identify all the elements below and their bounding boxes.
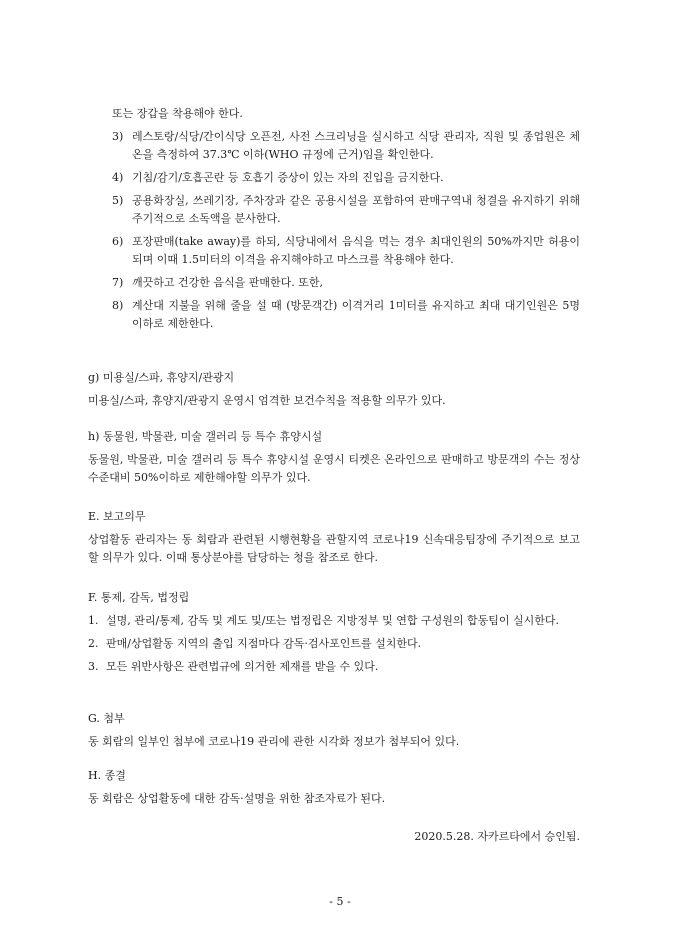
list-item: 4) 기침/감기/호흡곤란 등 호흡기 증상이 있는 자의 진입을 금지한다. [112,171,444,184]
list-item: 1. 설명, 관리/통제, 감독 및 계도 및/또는 법정립은 지방정부 및 연합 구성원의 합동팀이 실시한다. [88,614,560,627]
section-heading: G. 첨부 [88,712,125,725]
section-g [88,369,580,410]
control-list [88,612,580,676]
section-body: 동물원, 박물관, 미술 갤러리 등 특수 휴양시설 운영시 티켓은 온라인으로 판매하고 방문객의 수는 정상수준대비 50%이하로 제한해야할 의무가 있다. [88,453,580,484]
section-h [88,428,580,487]
approval-signature: 2020.5.28. 자카르타에서 승인됨. [414,830,580,843]
list-item: 8) 계산대 지불을 위해 줄을 설 때 (방문객간) 이격거리 1미터를 유지하고 최대 대기인원은 5명 이하로 제한한다. [112,299,580,330]
section-control [88,589,580,681]
section-body: 동 회람은 상업활동에 대한 감독·설명을 위한 참조자료가 된다. [88,792,386,805]
list-item: 2. 판매/상업활동 지역의 출입 지점마다 감독·검사포인트를 설치한다. [88,637,422,650]
section-attachment [88,710,580,751]
list-item: 3. 모든 위반사항은 관련법규에 의거한 제재를 받을 수 있다. [88,660,379,673]
list-item: 7) 깨끗하고 건강한 음식을 판매한다. 또한, [112,276,323,289]
section-heading: h) 동물원, 박물관, 미술 갤러리 등 특수 휴양시설 [88,430,323,443]
restaurant-rules [112,105,580,338]
section-heading: g) 미용실/스파, 휴양지/관광지 [88,371,235,384]
restaurant-rule-list [112,128,580,333]
section-heading: H. 종결 [88,769,126,782]
section-body: 동 회람의 일부인 첨부에 코로나19 관리에 관한 시각화 정보가 첨부되어 있다. [88,735,460,748]
section-reporting [88,508,580,567]
list-item: 5) 공용화장실, 쓰레기장, 주차장과 같은 공용시설을 포함하여 판매구역내 청결을 유지하기 위해 주기적으로 소독액을 분사한다. [112,194,580,225]
section-body: 상업활동 관리자는 동 회람과 관련된 시행현황을 관할지역 코로나19 신속대응팀장에 주기적으로 보고할 의무가 있다. 이때 통상분야를 담당하는 청을 참조로 한다. [88,533,580,564]
item-2-continuation: 또는 장갑을 착용해야 한다. [112,107,243,120]
list-item: 3) 레스토랑/식당/간이식당 오픈전, 사전 스크리닝을 실시하고 식당 관리자, 직원 및 종업원은 체온을 측정하여 37.3℃ 이하(WHO 규정에 근거)임을 확인한다. [112,130,580,161]
section-heading: F. 통제, 감독, 법정립 [88,591,190,604]
section-closing [88,767,580,808]
section-body: 미용실/스파, 휴양지/관광지 운영시 엄격한 보건수칙을 적용할 의무가 있다. [88,394,446,407]
page-number: - 5 - [329,895,351,908]
section-heading: E. 보고의무 [88,510,146,523]
list-item: 6) 포장판매(take away)를 하되, 식당내에서 음식을 먹는 경우 최대인원의 50%까지만 허용이 되며 이때 1.5미터의 이격을 유지해야하고 마스크를 착용해야 한다. [112,235,580,266]
